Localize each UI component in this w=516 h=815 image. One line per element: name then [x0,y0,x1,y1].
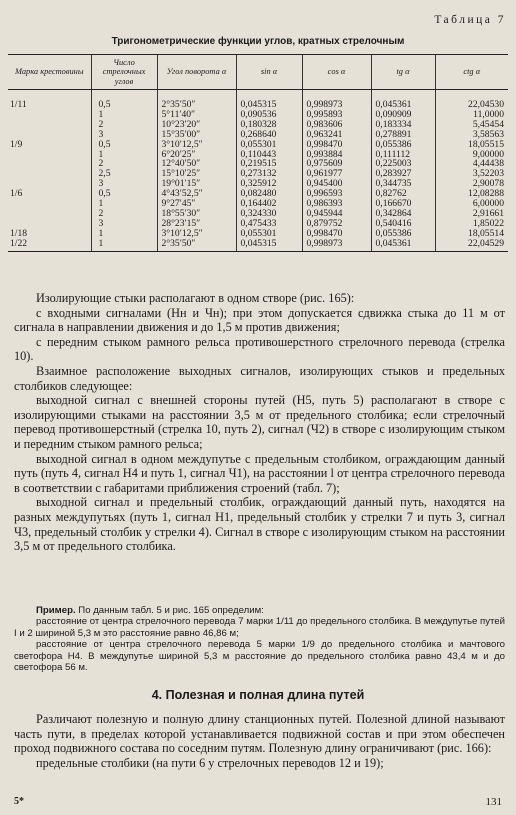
cell-mark [8,179,91,189]
cell-ctg: 5,45454 [435,120,508,130]
cell-angle: 2°35′50″ [157,239,236,251]
cell-ctg: 2,90078 [435,179,508,189]
cell-tg: 0,045361 [371,239,435,251]
table-row [8,239,508,251]
cell-tg: 0,055386 [371,229,435,239]
cell-sin: 0,219515 [236,159,302,169]
example-paragraph: расстояние от центра стрелочного перевода 7 марки 1/11 до предельного столбика. В междупутье путей I и 2 шириной 5,3 м это расстояние равно 46,86 м; [14,616,505,639]
cell-cos: 0,998470 [302,229,371,239]
page-number: 131 [485,796,502,808]
cell-mark [8,169,91,179]
cell-cos: 0,975609 [302,159,371,169]
cell-angle: 3°10′12,5″ [157,229,236,239]
cell-cos: 0,983606 [302,120,371,130]
cell-cos: 0,963241 [302,130,371,140]
cell-tg: 0,090909 [371,110,435,120]
trig-functions-table [8,54,508,252]
table-row [8,189,508,199]
cell-mark [8,219,91,229]
cell-cos: 0,879752 [302,219,371,229]
paragraph: Взаимное расположение выходных сигналов, изолирующих стыков и предельных столбиков следующее: [14,363,505,393]
paragraph: выходной сигнал с внешней стороны путей (H5, путь 5) располагают в створе с изолирующими стыками на расстоянии 3,5 м от предельного столбика; если стрелочный перевод противошерстный (стрелка 10, путь 2), сигнал (Ч2) в створе с изолирующим стыком и передним стыком рамного рельса; [14,393,505,451]
table-row [8,169,508,179]
cell-mark [8,199,91,209]
cell-count: 1 [91,229,157,239]
col-header-tg: tg α [371,55,435,90]
cell-tg: 0,344735 [371,179,435,189]
cell-cos: 0,998973 [302,239,371,251]
cell-tg: 0,045361 [371,100,435,110]
cell-sin: 0,055301 [236,140,302,150]
table-row [8,100,508,110]
cell-ctg: 1,85022 [435,219,508,229]
example-paragraph [14,605,505,616]
cell-sin: 0,082480 [236,189,302,199]
section-text [14,712,505,770]
cell-sin: 0,180328 [236,120,302,130]
paragraph: с передним стыком рамного рельса противошерстного стрелочного перевода (стрелка 10). [14,334,505,364]
cell-mark: 1/18 [10,228,28,239]
cell-angle: 15°35′00″ [157,130,236,140]
table-row [8,150,508,160]
cell-mark [8,209,91,219]
cell-mark [8,130,91,140]
cell-angle: 3°10′12,5″ [157,140,236,150]
cell-cos: 0,945400 [302,179,371,189]
cell-mark: 1/9 [10,139,23,150]
cell-sin: 0,324330 [236,209,302,219]
trig-table-container [8,54,508,252]
cell-tg: 0,183334 [371,120,435,130]
cell-count: 3 [91,219,157,229]
col-header-cos: cos α [302,55,371,90]
paragraph: с входными сигналами (Hн и Чн); при этом допускается сдвижка стыка до 11 м от сигнала в направлении движения и до 1,5 м против движения; [14,305,505,335]
cell-ctg: 12,08288 [435,189,508,199]
cell-sin: 0,475433 [236,219,302,229]
cell-ctg: 11,0000 [435,110,508,120]
table-row [8,219,508,229]
cell-angle: 2°35′50″ [157,100,236,110]
example-label: Пример. [36,605,76,616]
cell-mark: 1/22 [8,239,91,251]
cell-angle: 12°40′50″ [157,159,236,169]
cell-count: 2,5 [91,169,157,179]
cell-tg: 0,540416 [371,219,435,229]
cell-cos: 0,996593 [302,189,371,199]
cell-sin: 0,045315 [236,239,302,251]
cell-cos: 0,986393 [302,199,371,209]
paragraph: предельные столбики (на пути 6 у стрелочных переводов 12 и 19); [36,755,384,770]
cell-sin: 0,090536 [236,110,302,120]
cell-angle: 4°43′52,5″ [157,189,236,199]
cell-cos: 0,945944 [302,209,371,219]
cell-count: 1 [91,110,157,120]
cell-tg: 0,278891 [371,130,435,140]
cell-ctg: 3,58563 [435,130,508,140]
paragraph: выходной сигнал и предельный столбик, ограждающий данный путь, находятся на разных междупутьях (путь 1, сигнал H1, предельный столбик у стрелки 7 и путь 3, сигнал Ч3, предельный столбик у стрелки 4). Сигнал в створе с изолирующим стыком на расстоянии 3,5 м от предельного столбика. [14,495,505,554]
cell-angle: 18°55′30″ [157,209,236,219]
cell-angle: 5°11′40″ [157,110,236,120]
table-label: Таблица 7 [434,14,506,26]
table-row [8,110,508,120]
col-header-ctg: ctg α [435,55,508,90]
cell-ctg: 3,52203 [435,169,508,179]
cell-mark: 1/11 [10,100,27,110]
cell-sin: 0,055301 [236,229,302,239]
cell-ctg: 22,04529 [435,239,508,251]
paragraph: Различают полезную и полную длину станционных путей. Полезной длиной называют часть пути, в пределах которой устанавливается подвижной состав и при этом обеспечен проход подвижного состава по соседним путям. Полезную длину ограничивают (рис. 166): [14,712,505,756]
cell-tg: 0,225003 [371,159,435,169]
cell-cos: 0,998973 [302,100,371,110]
table-row [8,130,508,140]
cell-mark [8,110,91,120]
table-header-row [8,55,508,90]
cell-sin: 0,110443 [236,150,302,160]
cell-mark [8,159,91,169]
cell-sin: 0,273132 [236,169,302,179]
cell-count: 0,5 [91,100,157,110]
cell-cos: 0,998470 [302,140,371,150]
cell-count: 3 [91,130,157,140]
cell-angle: 28°23′15″ [157,219,236,229]
paragraph: выходной сигнал в одном междупутье с предельным столбиком, ограждающим данный путь (путь 4, сигнал H4 и путь 1, сигнал Ч1), на расстоянии l от центра стрелочного перевода в соответствии с габаритами приближения строений (табл. 7); [14,451,505,495]
table-title: Тригонометрические функции углов, кратных стрелочным [111,36,405,47]
signature-mark: 5* [14,796,24,807]
cell-tg: 0,283927 [371,169,435,179]
cell-count: 2 [91,120,157,130]
table-row [8,179,508,189]
cell-angle: 10°23′20″ [157,120,236,130]
col-header-sin: sin α [236,55,302,90]
cell-ctg: 18,05515 [435,140,508,150]
cell-count: 2 [91,159,157,169]
cell-angle: 19°01′15″ [157,179,236,189]
table-spacer-row [8,90,508,101]
col-header-mark: Марка крестовины [8,55,91,90]
cell-ctg: 22,04530 [435,100,508,110]
cell-tg: 0,82762 [371,189,435,199]
cell-angle: 9°27′45″ [157,199,236,209]
cell-tg: 0,166670 [371,199,435,209]
cell-angle: 6°20′25″ [157,150,236,160]
cell-sin: 0,045315 [236,100,302,110]
cell-count: 1 [91,150,157,160]
col-header-angle: Угол поворота α [157,55,236,90]
cell-sin: 0,164402 [236,199,302,209]
cell-tg: 0,111112 [371,150,435,160]
cell-count: 3 [91,179,157,189]
cell-cos: 0,993884 [302,150,371,160]
table-row [8,140,508,150]
cell-count: 0,5 [91,140,157,150]
section-heading: 4. Полезная и полная длина путей [151,688,365,702]
paragraph: Изолирующие стыки располагают в одном створе (рис. 165): [36,291,355,305]
table-row [8,159,508,169]
cell-count: 0,5 [91,189,157,199]
cell-tg: 0,342864 [371,209,435,219]
cell-mark: 1/6 [10,189,23,200]
example-block [14,605,505,673]
cell-count: 1 [91,239,157,251]
example-paragraph: расстояние от центра стрелочного перевода 5 марки 1/9 до предельного столбика и мачтового светофора H4. В междупутье шириной 5,3 м расстояние до предельного столбика равно 43,4 м и до светофора 56 м. [14,639,505,674]
table-row [8,199,508,209]
cell-ctg: 2,91661 [435,209,508,219]
cell-angle: 15°10′25″ [157,169,236,179]
cell-mark [8,150,91,160]
table-body [8,90,508,252]
cell-tg: 0,055386 [371,140,435,150]
table-row [8,120,508,130]
main-text [14,291,505,554]
cell-ctg: 4,44438 [435,159,508,169]
table-row [8,229,508,239]
cell-ctg: 6,00000 [435,199,508,209]
cell-sin: 0,268640 [236,130,302,140]
cell-cos: 0,961977 [302,169,371,179]
cell-mark [8,120,91,130]
example-intro: По данным табл. 5 и рис. 165 определим: [78,605,264,616]
cell-count: 1 [91,199,157,209]
col-header-count: Число стрелочных углов [91,55,157,90]
table-row [8,209,508,219]
cell-cos: 0,995893 [302,110,371,120]
cell-count: 2 [91,209,157,219]
cell-sin: 0,325912 [236,179,302,189]
cell-ctg: 18,05514 [435,229,508,239]
cell-ctg: 9,00000 [435,150,508,160]
